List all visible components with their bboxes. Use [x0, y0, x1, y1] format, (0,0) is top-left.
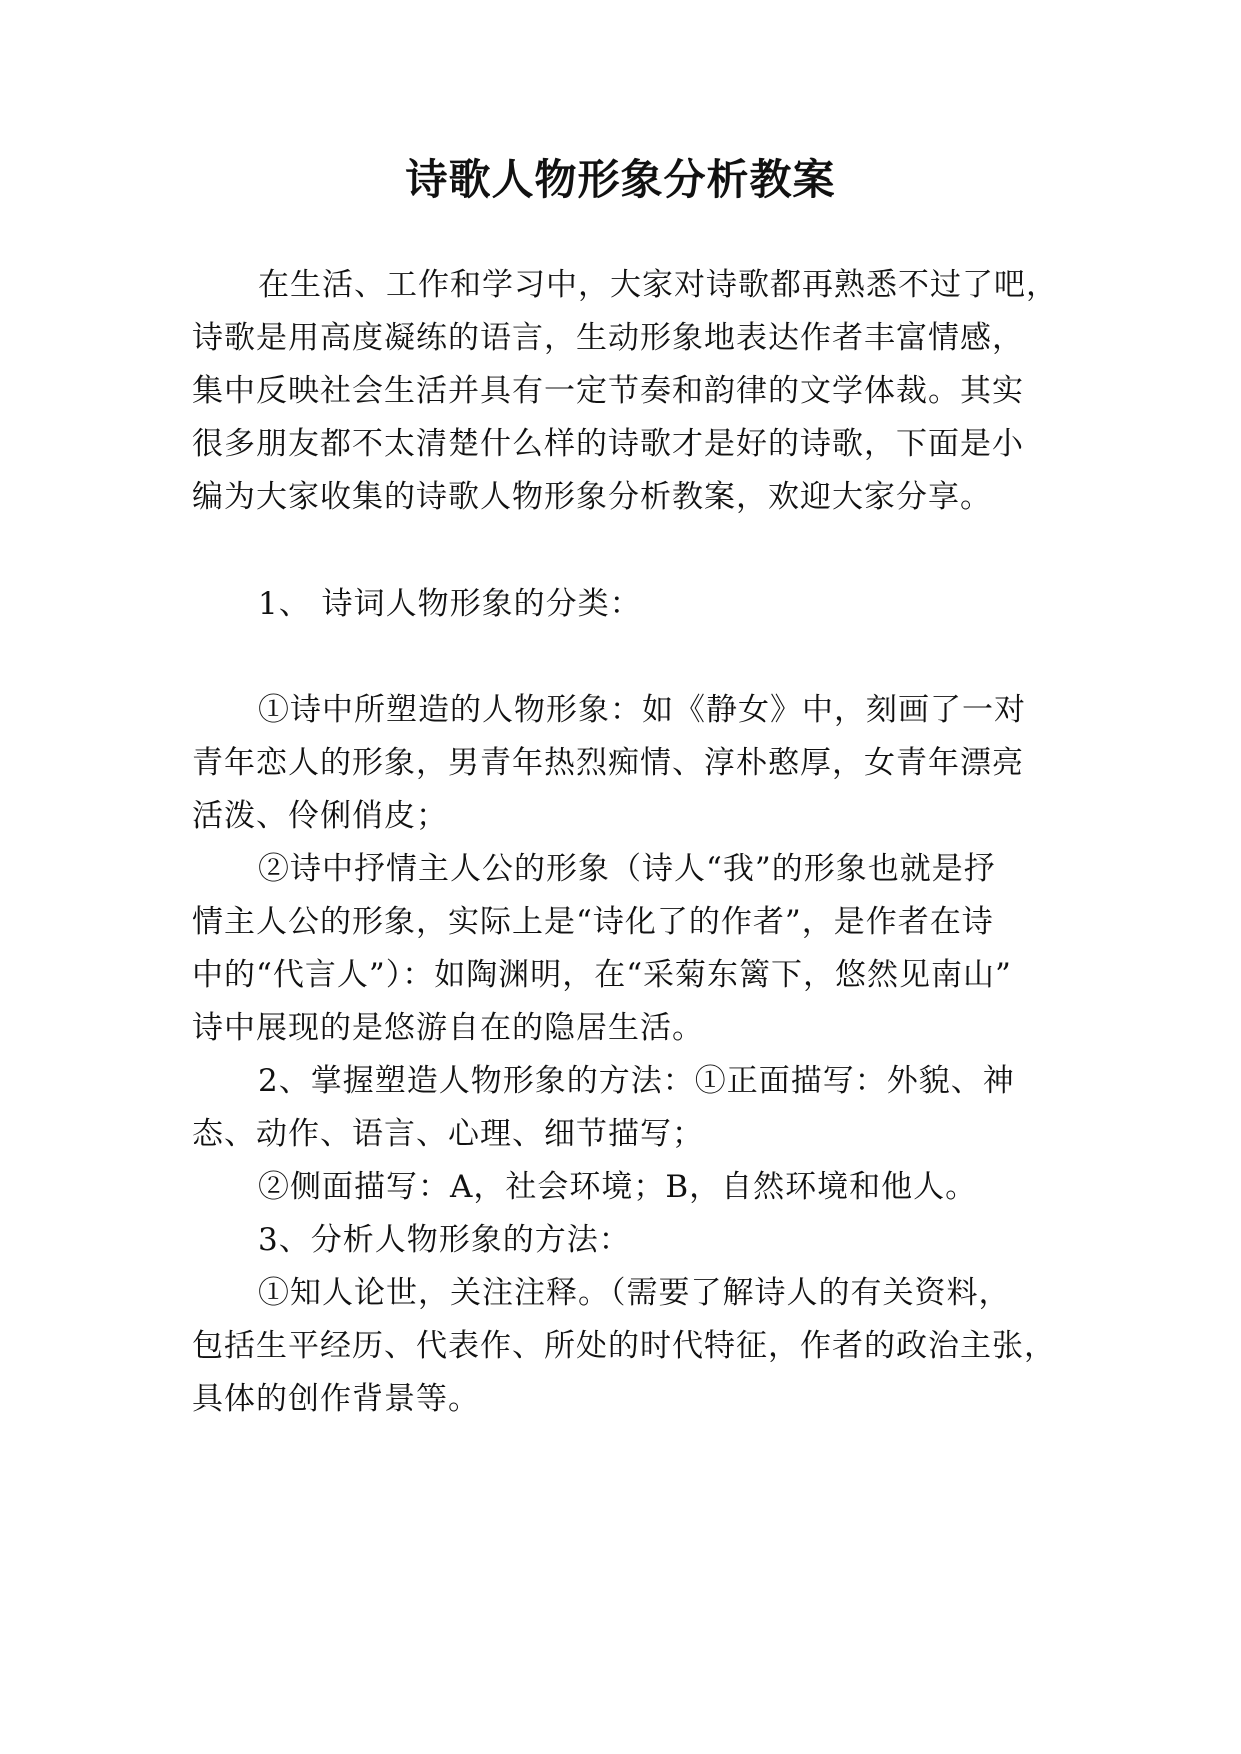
section-heading: 1、 诗词人物形象的分类： — [258, 586, 642, 622]
text-line: 包括生平经历、代表作、所处的时代特征，作者的政治主张， — [192, 1328, 1056, 1364]
text-line: 青年恋人的形象，男青年热烈痴情、淳朴憨厚，女青年漂亮 — [192, 745, 1024, 781]
text-line: ②诗中抒情主人公的形象（诗人“我”的形象也就是抒 — [258, 851, 996, 887]
text-line: 2、掌握塑造人物形象的方法：①正面描写：外貌、神 — [258, 1063, 1015, 1099]
text-line: 具体的创作背景等。 — [192, 1381, 480, 1417]
text-line: 诗中展现的是悠游自在的隐居生活。 — [192, 1010, 704, 1046]
document-title: 诗歌人物形象分析教案 — [405, 155, 836, 204]
text-line: 集中反映社会生活并具有一定节奏和韵律的文学体裁。其实 — [192, 373, 1024, 409]
text-line: 中的“代言人”）：如陶渊明，在“采菊东篱下，悠然见南山” — [192, 957, 1012, 993]
text-line: ②侧面描写：A，社会环境；B，自然环境和他人。 — [258, 1169, 978, 1205]
text-line: ①诗中所塑造的人物形象：如《静女》中，刻画了一对 — [258, 692, 1026, 728]
text-line: ①知人论世，关注注释。（需要了解诗人的有关资料， — [258, 1275, 1011, 1311]
text-line: 很多朋友都不太清楚什么样的诗歌才是好的诗歌，下面是小 — [192, 426, 1024, 462]
text-line: 情主人公的形象，实际上是“诗化了的作者”，是作者在诗 — [192, 904, 994, 940]
text-line: 活泼、伶俐俏皮； — [192, 798, 448, 834]
text-line: 在生活、工作和学习中，大家对诗歌都再熟悉不过了吧， — [258, 267, 1058, 303]
text-line: 态、动作、语言、心理、细节描写； — [192, 1116, 704, 1152]
text-line: 编为大家收集的诗歌人物形象分析教案，欢迎大家分享。 — [192, 479, 992, 515]
text-line: 诗歌是用高度凝练的语言，生动形象地表达作者丰富情感， — [192, 320, 1024, 356]
text-line: 3、分析人物形象的方法： — [258, 1222, 631, 1258]
